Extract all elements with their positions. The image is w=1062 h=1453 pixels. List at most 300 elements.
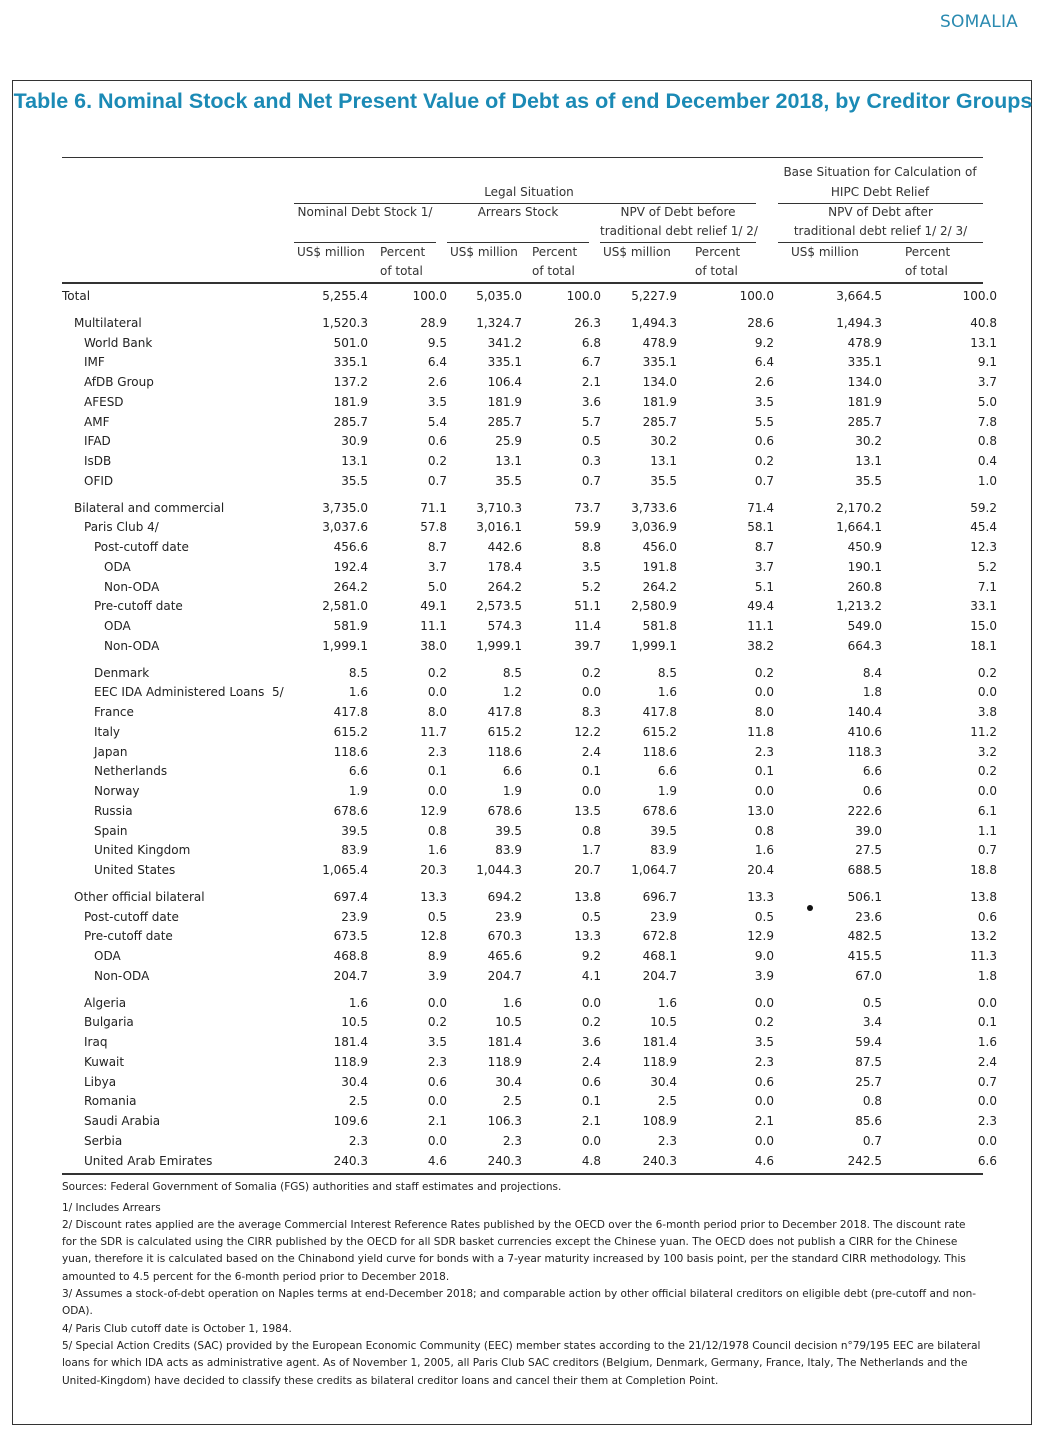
cell-value: 33.1 — [970, 599, 997, 614]
cell-value: 3.7 — [754, 559, 774, 574]
cell-value: 264.2 — [642, 579, 677, 594]
cell-value: 1,999.1 — [631, 638, 677, 653]
row-label: Other official bilateral — [74, 889, 205, 904]
cell-value: 39.0 — [855, 823, 882, 838]
unit-pct-3b: of total — [695, 264, 738, 278]
row-label: Spain — [94, 823, 128, 838]
cell-value: 134.0 — [642, 375, 677, 389]
cell-value: 137.2 — [333, 375, 368, 389]
cell-value: 3.4 — [862, 1015, 882, 1030]
cell-value: 13.1 — [970, 335, 997, 350]
cell-value: 8.3 — [581, 705, 601, 719]
cell-value: 0.2 — [754, 1015, 774, 1030]
table-row — [62, 1073, 997, 1093]
cell-value: 35.5 — [855, 473, 882, 488]
cell-value: 415.5 — [847, 949, 882, 963]
table-row — [62, 637, 997, 657]
table-row — [62, 472, 997, 492]
cell-value: 13.5 — [574, 803, 601, 818]
row-label: Non-ODA — [104, 638, 160, 653]
cell-value: 1.2 — [502, 685, 522, 700]
cell-value: 35.5 — [495, 473, 522, 488]
table-row — [62, 822, 997, 842]
cell-value: 335.1 — [847, 355, 882, 370]
cell-value: 2.3 — [657, 1133, 677, 1148]
cell-value: 285.7 — [487, 414, 522, 429]
cell-value: 13.1 — [650, 454, 677, 468]
cell-value: 108.9 — [642, 1114, 677, 1128]
row-label: Denmark — [94, 665, 150, 680]
cell-value: 1.9 — [348, 784, 368, 798]
cell-value: 6.6 — [502, 764, 522, 779]
cell-value: 2.3 — [754, 744, 774, 759]
cell-value: 109.6 — [333, 1114, 368, 1128]
row-label: Multilateral — [74, 315, 142, 330]
header-base-situation-1: Base Situation for Calculation of — [783, 165, 977, 179]
cell-value: 1.6 — [657, 685, 677, 700]
cell-value: 1,324.7 — [476, 315, 522, 330]
row-label: Saudi Arabia — [84, 1114, 161, 1128]
cell-value: 83.9 — [341, 843, 368, 858]
row-label: World Bank — [84, 335, 153, 350]
table-row — [62, 1053, 997, 1073]
cell-value: 335.1 — [487, 355, 522, 370]
cell-value: 285.7 — [847, 414, 882, 429]
cell-value: 0.2 — [581, 1015, 601, 1030]
stray-dot-mark — [807, 905, 813, 911]
cell-value: 8.7 — [427, 540, 447, 554]
cell-value: 465.6 — [487, 949, 522, 963]
cell-value: 0.0 — [581, 685, 601, 700]
cell-value: 6.1 — [977, 803, 997, 818]
unit-pct-4a: Percent — [905, 245, 951, 259]
cell-value: 13.3 — [420, 889, 447, 904]
table-row — [62, 373, 997, 393]
cell-value: 3,735.0 — [322, 500, 368, 515]
row-label: United States — [94, 863, 176, 877]
cell-value: 25.9 — [495, 434, 522, 449]
cell-value: 2.5 — [502, 1094, 522, 1109]
cell-value: 0.6 — [754, 1074, 774, 1089]
table-row — [62, 762, 997, 782]
cell-value: 0.0 — [427, 1094, 447, 1109]
cell-value: 2,573.5 — [476, 599, 522, 614]
table-row — [62, 723, 997, 743]
cell-value: 73.7 — [574, 500, 601, 515]
cell-value: 0.8 — [581, 823, 601, 838]
cell-value: 456.0 — [642, 540, 677, 554]
header-nominal-debt-stock: Nominal Debt Stock 1/ — [297, 205, 433, 219]
cell-value: 181.9 — [847, 394, 882, 409]
cell-value: 0.8 — [754, 823, 774, 838]
cell-value: 1.6 — [754, 843, 774, 858]
cell-value: 39.5 — [341, 823, 368, 838]
cell-value: 0.2 — [427, 1015, 447, 1030]
cell-value: 0.2 — [977, 665, 997, 680]
cell-value: 0.8 — [862, 1094, 882, 1109]
cell-value: 6.6 — [348, 764, 368, 779]
cell-value: 678.6 — [642, 803, 677, 818]
cell-value: 1,044.3 — [476, 863, 522, 877]
cell-value: 5.5 — [754, 414, 774, 429]
cell-value: 0.2 — [977, 764, 997, 779]
cell-value: 10.5 — [341, 1015, 368, 1030]
cell-value: 3,733.6 — [631, 500, 677, 515]
cell-value: 341.2 — [487, 335, 522, 350]
cell-value: 85.6 — [855, 1114, 882, 1128]
cell-value: 118.9 — [642, 1054, 677, 1069]
cell-value: 58.1 — [747, 520, 774, 535]
cell-value: 8.8 — [581, 540, 601, 554]
table-row — [62, 558, 997, 578]
cell-value: 242.5 — [847, 1153, 882, 1168]
row-label: Bulgaria — [84, 1015, 134, 1030]
cell-value: 38.2 — [747, 638, 774, 653]
cell-value: 0.6 — [427, 1074, 447, 1089]
cell-value: 581.8 — [642, 619, 677, 633]
table-row — [62, 1112, 997, 1132]
cell-value: 222.6 — [847, 803, 882, 818]
cell-value: 67.0 — [855, 968, 882, 983]
cell-value: 468.1 — [642, 949, 677, 963]
cell-value: 118.6 — [487, 744, 522, 759]
cell-value: 3.5 — [427, 394, 447, 409]
cell-value: 2.4 — [977, 1054, 997, 1069]
cell-value: 100.0 — [739, 289, 774, 303]
cell-value: 1,213.2 — [836, 599, 882, 614]
row-label: France — [94, 705, 134, 719]
cell-value: 0.1 — [977, 1015, 997, 1030]
cell-value: 20.4 — [747, 863, 774, 877]
cell-value: 1,494.3 — [836, 315, 882, 330]
cell-value: 13.0 — [747, 803, 774, 818]
cell-value: 0.0 — [754, 685, 774, 700]
cell-value: 13.2 — [970, 929, 997, 944]
cell-value: 0.1 — [427, 764, 447, 779]
cell-value: 12.8 — [420, 929, 447, 944]
row-label: Italy — [94, 724, 121, 739]
cell-value: 13.1 — [855, 454, 882, 468]
table-row — [62, 1033, 997, 1053]
row-label: Serbia — [84, 1133, 123, 1148]
table-row — [62, 334, 997, 354]
unit-pct-4b: of total — [905, 264, 948, 278]
cell-value: 39.5 — [495, 823, 522, 838]
cell-value: 9.1 — [977, 355, 997, 370]
table-row — [62, 578, 997, 598]
row-label: Netherlands — [94, 764, 168, 779]
cell-value: 442.6 — [487, 540, 522, 554]
cell-value: 1.8 — [977, 968, 997, 983]
cell-value: 2.5 — [657, 1094, 677, 1109]
row-label: IFAD — [84, 434, 111, 449]
cell-value: 30.4 — [650, 1074, 677, 1089]
row-footnote-ref: 5/ — [272, 685, 284, 700]
cell-value: 0.0 — [581, 995, 601, 1010]
cell-value: 678.6 — [487, 803, 522, 818]
cell-value: 23.6 — [855, 909, 882, 924]
row-label: Romania — [84, 1094, 137, 1109]
cell-value: 3.9 — [427, 968, 447, 983]
cell-value: 23.9 — [341, 909, 368, 924]
cell-value: 0.0 — [977, 1094, 997, 1109]
cell-value: 71.4 — [747, 500, 774, 515]
cell-value: 11.4 — [574, 619, 601, 633]
cell-value: 13.8 — [574, 889, 601, 904]
row-label: ODA — [104, 619, 131, 633]
table-title: Table 6. Nominal Stock and Net Present Value of Debt as of end December 2018, by Creditor Groups — [13, 89, 1033, 113]
cell-value: 694.2 — [487, 889, 522, 904]
cell-value: 181.4 — [333, 1035, 368, 1049]
cell-value: 57.8 — [420, 520, 447, 535]
note-4: 4/ Paris Club cutoff date is October 1, 1984. — [62, 1322, 292, 1335]
cell-value: 1,065.4 — [322, 863, 368, 877]
cell-value: 15.0 — [970, 619, 997, 633]
cell-value: 5.4 — [427, 414, 447, 429]
cell-value: 0.0 — [977, 995, 997, 1010]
row-label: IMF — [84, 355, 105, 370]
cell-value: 1.6 — [427, 843, 447, 858]
cell-value: 9.0 — [754, 949, 774, 963]
header-base-situation-2: HIPC Debt Relief — [830, 185, 930, 199]
cell-value: 0.7 — [754, 473, 774, 488]
cell-value: 11.1 — [420, 619, 447, 633]
table-row — [62, 413, 997, 433]
cell-value: 478.9 — [642, 335, 677, 350]
cell-value: 2.3 — [348, 1133, 368, 1148]
cell-value: 0.5 — [581, 434, 601, 449]
cell-value: 6.6 — [977, 1153, 997, 1168]
cell-value: 5,035.0 — [476, 289, 522, 303]
cell-value: 49.4 — [747, 599, 774, 614]
cell-value: 506.1 — [847, 889, 882, 904]
table-row — [62, 861, 997, 881]
cell-value: 1.7 — [581, 843, 601, 858]
row-label: Iraq — [84, 1035, 108, 1049]
cell-value: 417.8 — [642, 705, 677, 719]
running-head: SOMALIA — [940, 12, 1018, 32]
cell-value: 140.4 — [847, 705, 882, 719]
table-top-rule — [62, 157, 983, 158]
table-row — [62, 432, 997, 452]
cell-value: 2.1 — [581, 1114, 601, 1128]
cell-value: 2,170.2 — [836, 500, 882, 515]
cell-value: 0.7 — [977, 843, 997, 858]
cell-value: 0.2 — [754, 454, 774, 468]
cell-value: 0.0 — [754, 1133, 774, 1148]
cell-value: 0.0 — [977, 685, 997, 700]
cell-value: 10.5 — [650, 1015, 677, 1030]
cell-value: 35.5 — [341, 473, 368, 488]
cell-value: 28.6 — [747, 315, 774, 330]
cell-value: 673.5 — [333, 929, 368, 944]
cell-value: 49.1 — [420, 599, 447, 614]
cell-value: 1,999.1 — [322, 638, 368, 653]
cell-value: 204.7 — [642, 968, 677, 983]
cell-value: 11.3 — [970, 949, 997, 963]
row-label: Japan — [94, 744, 128, 759]
cell-value: 118.9 — [487, 1054, 522, 1069]
cell-value: 5.0 — [977, 394, 997, 409]
cell-value: 0.1 — [581, 1094, 601, 1109]
table-row — [62, 617, 997, 637]
cell-value: 4.8 — [581, 1153, 601, 1168]
cell-value: 3.7 — [977, 375, 997, 389]
cell-value: 118.6 — [642, 744, 677, 759]
cell-value: 417.8 — [333, 705, 368, 719]
cell-value: 1.6 — [657, 995, 677, 1010]
unit-pct-2a: Percent — [532, 245, 578, 259]
cell-value: 0.0 — [754, 995, 774, 1010]
cell-value: 0.0 — [427, 784, 447, 798]
table-row — [62, 683, 997, 703]
cell-value: 0.5 — [862, 995, 882, 1010]
cell-value: 9.2 — [581, 949, 601, 963]
table-row — [62, 1013, 997, 1033]
cell-value: 12.9 — [747, 929, 774, 944]
cell-value: 0.6 — [862, 784, 882, 798]
cell-value: 0.2 — [427, 665, 447, 680]
cell-value: 30.4 — [495, 1074, 522, 1089]
cell-value: 1,064.7 — [631, 863, 677, 877]
row-label: Pre-cutoff date — [84, 929, 173, 944]
cell-value: 71.1 — [420, 500, 447, 515]
cell-value: 1.9 — [657, 784, 677, 798]
cell-value: 8.7 — [754, 540, 774, 554]
cell-value: 0.5 — [754, 909, 774, 924]
cell-value: 0.0 — [581, 784, 601, 798]
cell-value: 0.2 — [427, 454, 447, 468]
cell-value: 6.4 — [754, 355, 774, 370]
row-label: AMF — [84, 414, 110, 429]
cell-value: 13.3 — [574, 929, 601, 944]
cell-value: 5.0 — [427, 579, 447, 594]
cell-value: 5.7 — [581, 414, 601, 429]
cell-value: 688.5 — [847, 863, 882, 877]
cell-value: 45.4 — [970, 520, 997, 535]
cell-value: 6.7 — [581, 355, 601, 370]
cell-value: 696.7 — [642, 889, 677, 904]
cell-value: 0.0 — [427, 1133, 447, 1148]
cell-value: 204.7 — [487, 968, 522, 983]
cell-value: 8.9 — [427, 949, 447, 963]
cell-value: 181.9 — [333, 394, 368, 409]
row-label: ODA — [104, 559, 131, 574]
cell-value: 23.9 — [650, 909, 677, 924]
table-row — [62, 314, 997, 334]
table-row — [62, 287, 997, 307]
cell-value: 260.8 — [847, 579, 882, 594]
table-row — [62, 664, 997, 684]
note-5: 5/ Special Action Credits (SAC) provided by the European Economic Community (EEC) member states according to the 21/12/1978 Council decision n°79/195 EEC are bilateral loans for which IDA acts as administrative agent. As of November 1, 2005, all Paris Club SAC creditors (Belgium, Denmark, Germany, France, Italy, The Netherlands and the United-Kingdom) have decided to classify these credits as bilateral creditor loans and cancel their them at Completion Point. — [62, 1339, 981, 1387]
cell-value: 0.6 — [977, 909, 997, 924]
cell-value: 0.7 — [581, 473, 601, 488]
cell-value: 59.9 — [574, 520, 601, 535]
cell-value: 59.4 — [855, 1035, 882, 1049]
cell-value: 3,710.3 — [476, 500, 522, 515]
cell-value: 3,016.1 — [476, 520, 522, 535]
cell-value: 468.8 — [333, 949, 368, 963]
cell-value: 2.3 — [754, 1054, 774, 1069]
unit-pct-1b: of total — [380, 264, 423, 278]
cell-value: 1.9 — [502, 784, 522, 798]
unit-usd-1: US$ million — [297, 245, 365, 259]
cell-value: 410.6 — [847, 724, 882, 739]
cell-value: 18.1 — [970, 638, 997, 653]
cell-value: 240.3 — [487, 1153, 522, 1168]
cell-value: 204.7 — [333, 968, 368, 983]
row-label: AFESD — [84, 394, 124, 409]
table-row — [62, 908, 997, 928]
cell-value: 0.1 — [581, 764, 601, 779]
cell-value: 181.4 — [642, 1035, 677, 1049]
cell-value: 0.1 — [754, 764, 774, 779]
unit-usd-4: US$ million — [791, 245, 859, 259]
cell-value: 3.9 — [754, 968, 774, 983]
cell-value: 2,580.9 — [631, 599, 677, 614]
row-label: Post-cutoff date — [84, 909, 179, 924]
cell-value: 3,036.9 — [631, 520, 677, 535]
cell-value: 3.2 — [977, 744, 997, 759]
row-label: ODA — [94, 949, 121, 963]
cell-value: 0.0 — [754, 1094, 774, 1109]
cell-value: 0.2 — [754, 665, 774, 680]
cell-value: 478.9 — [847, 335, 882, 350]
cell-value: 13.1 — [495, 454, 522, 468]
cell-value: 0.5 — [581, 909, 601, 924]
cell-value: 4.1 — [581, 968, 601, 983]
cell-value: 181.4 — [487, 1035, 522, 1049]
row-label: Paris Club 4/ — [84, 520, 159, 535]
note-2: 2/ Discount rates applied are the average Commercial Interest Reference Rates published by the OECD over the 6-month period prior to December 2018. The discount rate for the SDR is calculated using the CIRR published by the OECD for all SDR basket currencies except the Chinese yuan. The OECD does not publish a CIRR for the Chinese yuan, therefore it is calculated based on the Chinabond yield curve for bonds with a 7-year maturity increased by 100 basis point, per the standard CIRR methodology. This amounted to 4.5 percent for the 6-month period prior to December 2018. — [62, 1218, 966, 1283]
cell-value: 0.3 — [581, 454, 601, 468]
cell-value: 501.0 — [333, 335, 368, 350]
table-row — [62, 927, 997, 947]
table-bottom-rule — [62, 1173, 983, 1175]
cell-value: 6.6 — [657, 764, 677, 779]
cell-value: 335.1 — [333, 355, 368, 370]
cell-value: 2.3 — [427, 744, 447, 759]
cell-value: 8.4 — [862, 665, 882, 680]
cell-value: 0.8 — [427, 823, 447, 838]
row-label: Total — [62, 289, 91, 303]
cell-value: 106.3 — [487, 1114, 522, 1128]
cell-value: 9.2 — [754, 335, 774, 350]
cell-value: 1.8 — [862, 685, 882, 700]
cell-value: 28.9 — [420, 315, 447, 330]
cell-value: 0.6 — [427, 434, 447, 449]
table-row — [62, 1152, 997, 1172]
row-label: IsDB — [84, 454, 112, 468]
cell-value: 11.2 — [970, 724, 997, 739]
cell-value: 1.0 — [977, 473, 997, 488]
header-arrears-stock: Arrears Stock — [477, 205, 559, 219]
cell-value: 2.5 — [348, 1094, 368, 1109]
cell-value: 2,581.0 — [322, 599, 368, 614]
row-label: Bilateral and commercial — [74, 500, 225, 515]
cell-value: 285.7 — [333, 414, 368, 429]
row-label: EEC IDA Administered Loans — [94, 685, 265, 700]
cell-value: 190.1 — [847, 559, 882, 574]
cell-value: 10.5 — [495, 1015, 522, 1030]
cell-value: 2.6 — [427, 375, 447, 389]
note-1: 1/ Includes Arrears — [62, 1201, 161, 1214]
cell-value: 285.7 — [642, 414, 677, 429]
table-row — [62, 947, 997, 967]
row-label: Kuwait — [84, 1054, 125, 1069]
row-label: Post-cutoff date — [94, 540, 189, 554]
cell-value: 1,999.1 — [476, 638, 522, 653]
